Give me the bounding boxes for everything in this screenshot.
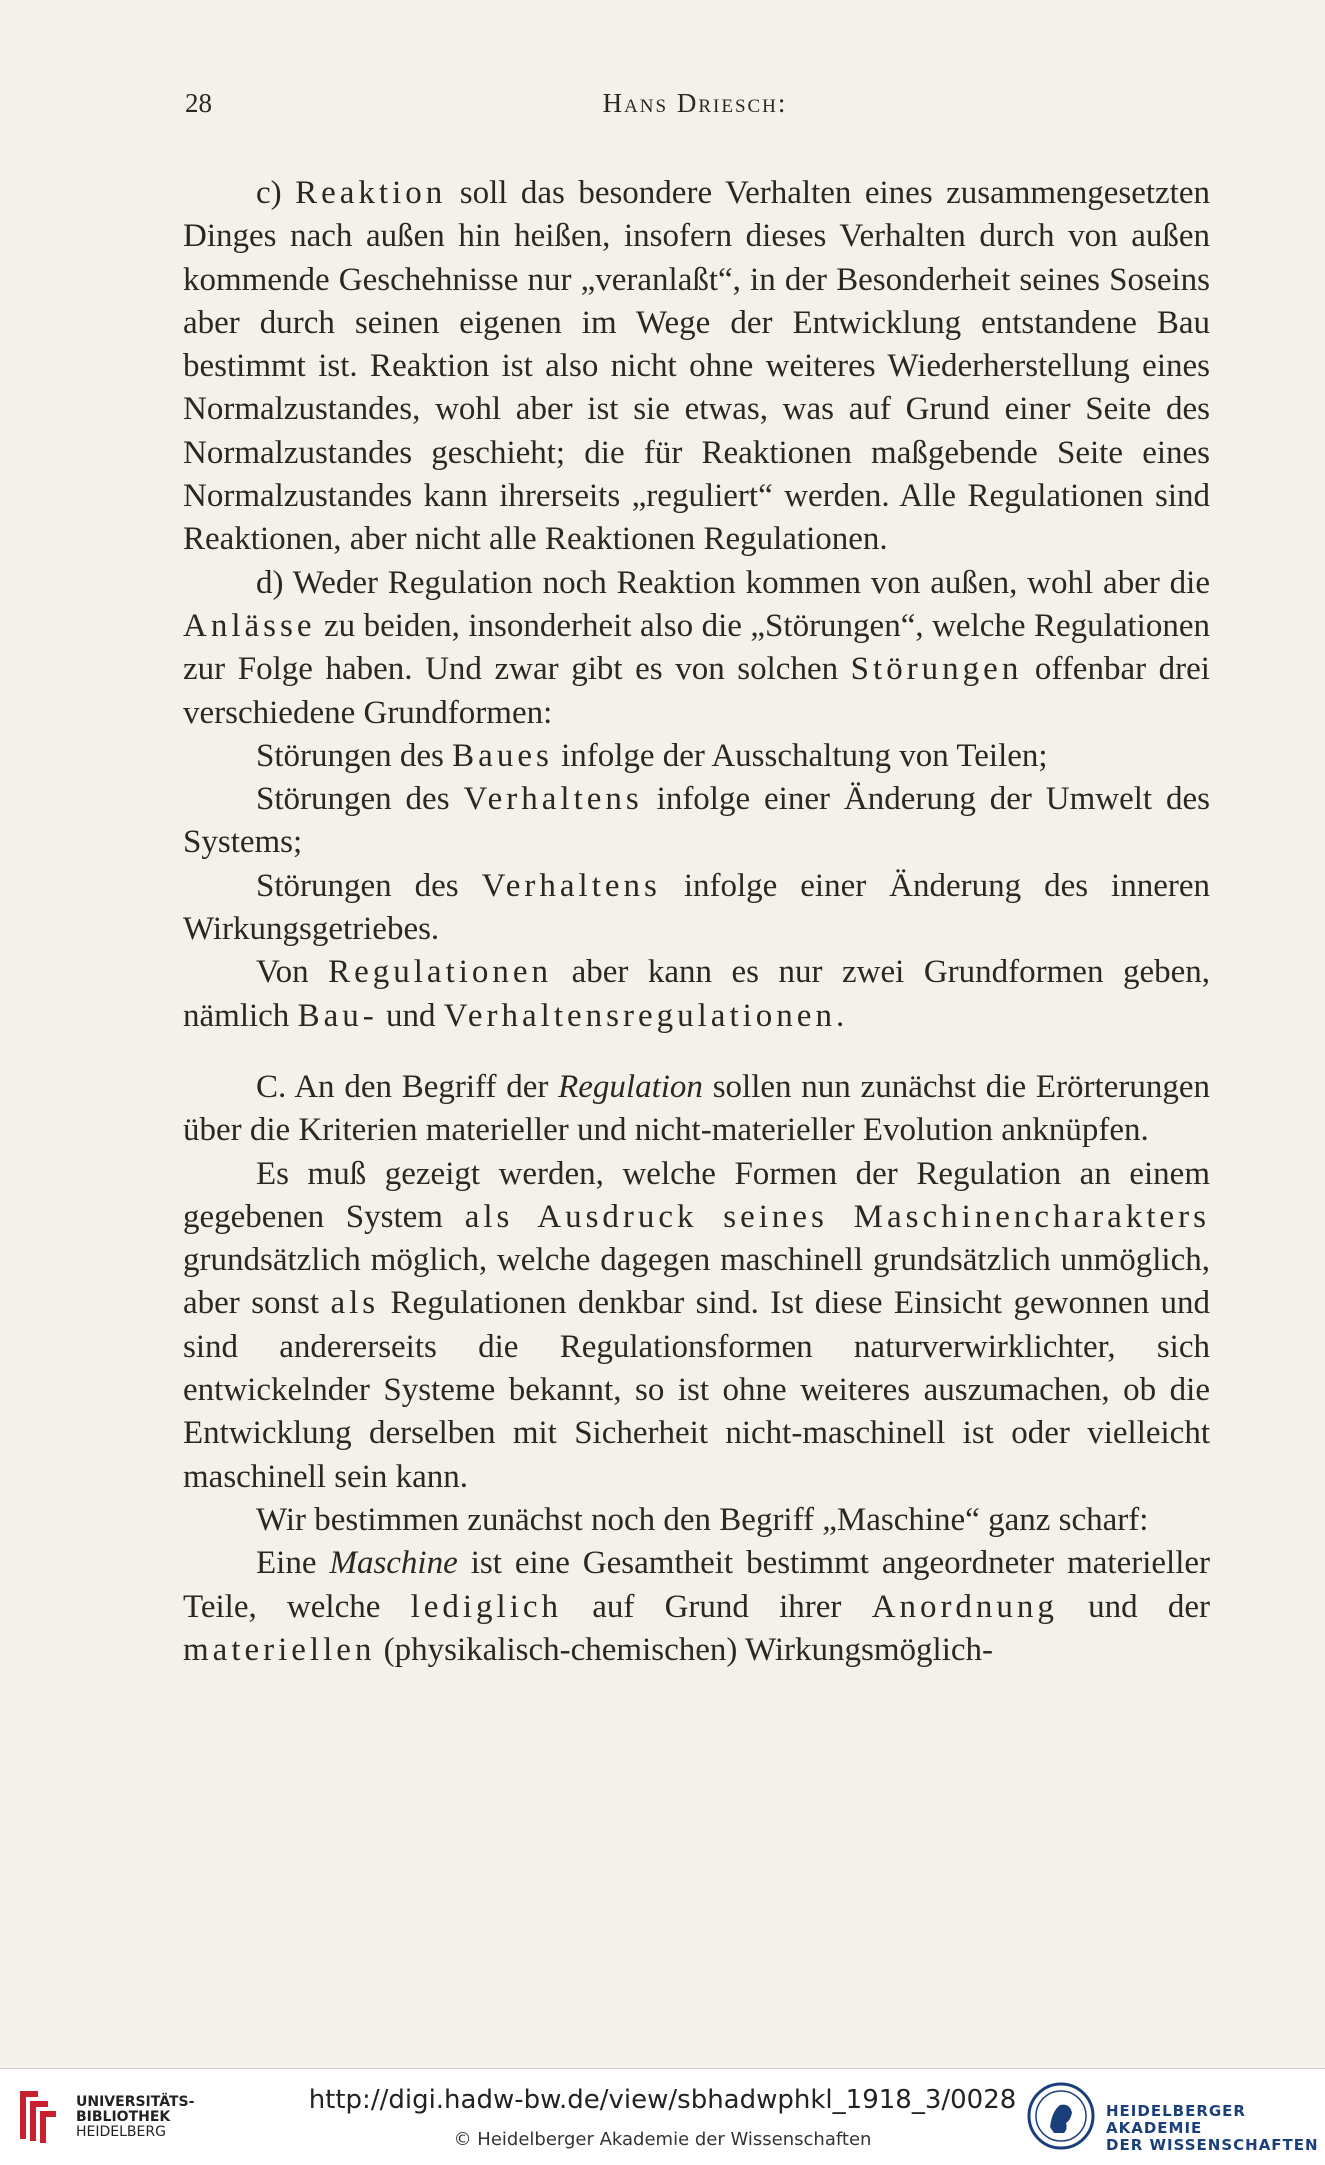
text-run: . bbox=[835, 997, 845, 1034]
paragraph-stoerung-1 bbox=[183, 735, 1210, 778]
running-head: Hans Driesch: bbox=[602, 88, 788, 118]
paragraph-wir-bestimmen bbox=[183, 1499, 1210, 1542]
paragraph-C bbox=[183, 1066, 1210, 1153]
spaced-term: Verhaltens bbox=[481, 867, 661, 904]
text-run: c) bbox=[256, 175, 296, 211]
academy-seal-icon bbox=[1026, 2081, 1096, 2151]
text-run: sollen nun zunächst die Erörterungen über die Kriterien materieller und nicht-materieller Evolution anknüpfen. bbox=[183, 1068, 1210, 1149]
text-run: Störungen des bbox=[256, 781, 464, 818]
text-run: offenbar drei verschiedene Grundformen: bbox=[183, 651, 1210, 731]
spaced-term: lediglich bbox=[410, 1588, 563, 1625]
academy-line: DER WISSENSCHAFTEN bbox=[1106, 2136, 1319, 2154]
paragraph-stoerung-2 bbox=[183, 778, 1210, 865]
text-run: ist eine Gesamtheit bestimmt angeordneter materieller Teile, welche bbox=[183, 1545, 1210, 1625]
spaced-term: Verhaltensregulationen bbox=[443, 997, 836, 1034]
text-run: C. An den Begriff der bbox=[256, 1068, 559, 1105]
permalink-url[interactable]: http://digi.hadw-bw.de/view/sbhadwphkl_1918_3/0028 bbox=[308, 2085, 1017, 2115]
spaced-term: Bau- bbox=[297, 997, 378, 1034]
spaced-term: Reaktion bbox=[295, 175, 447, 211]
text-run: Wir bestimmen zunächst noch den Begriff „Maschine“ ganz scharf: bbox=[256, 1501, 1149, 1538]
viewer-footer bbox=[0, 2068, 1325, 2165]
text-run: und der bbox=[1057, 1588, 1210, 1625]
paragraph-d bbox=[183, 562, 1210, 735]
spaced-term: Anordnung bbox=[871, 1588, 1058, 1625]
text-run: Störungen des bbox=[256, 867, 482, 904]
italic-term: Maschine bbox=[329, 1545, 458, 1582]
paragraph-es-muss bbox=[183, 1153, 1210, 1499]
text-run: soll das besondere Verhalten eines zusammengesetzten Dinges nach außen hin heißen, insofern dieses Verhalten durch von außen kommende Geschehnisse nur „veranlaßt“, in der Besonderheit seines Soseins aber durch seinen eigenen im Wege der Entwicklung entstandene Bau bestimmt ist. Reaktion ist also nicht ohne weiteres Wiederherstellung eines Normalzustandes, wohl aber ist sie etwas, was auf Grund einer Seite des Normalzustandes geschieht; die für Reaktionen maßgebende Seite eines Normalzustandes kann ihrerseits „reguliert“ werden. Alle Regulationen sind Reaktionen, aber nicht alle Reaktionen Regulationen. bbox=[183, 175, 1211, 558]
italic-term: Regulation bbox=[558, 1068, 703, 1105]
text-run: grundsätzlich möglich, welche dagegen maschinell grundsätzlich unmöglich, aber sonst bbox=[183, 1242, 1210, 1322]
ub-line: BIBLIOTHEK bbox=[76, 2109, 171, 2125]
ub-line: UNIVERSITÄTS- bbox=[76, 2094, 195, 2110]
text-run: infolge der Ausschaltung von Teilen; bbox=[552, 737, 1048, 774]
ub-line: HEIDELBERG bbox=[76, 2124, 166, 2140]
paragraph-c bbox=[183, 172, 1210, 562]
spaced-term: als Ausdruck seines Maschinencharakters bbox=[464, 1198, 1210, 1235]
text-run: infolge einer Änderung des inneren Wirkungsgetriebes. bbox=[183, 867, 1210, 948]
spaced-term: Baues bbox=[452, 737, 553, 774]
spaced-term: Anlässe bbox=[183, 607, 316, 644]
text-run: aber kann es nur zwei Grundformen geben, nämlich bbox=[183, 954, 1210, 1034]
text-run: Eine bbox=[256, 1545, 330, 1582]
text-run: (physikalisch-chemischen) Wirkungsmöglich- bbox=[375, 1631, 994, 1668]
page-number: 28 bbox=[185, 88, 212, 118]
spaced-term: Verhaltens bbox=[463, 781, 643, 818]
paragraph-stoerung-3 bbox=[183, 865, 1210, 952]
academy-name bbox=[1106, 2103, 1325, 2154]
spaced-term: materiellen bbox=[183, 1631, 376, 1668]
text-run: Störungen des bbox=[256, 737, 453, 774]
spaced-term: Störungen bbox=[850, 651, 1023, 688]
text-run: und bbox=[377, 997, 444, 1034]
academy-line: HEIDELBERGER AKADEMIE bbox=[1106, 2102, 1246, 2137]
text-run: infolge einer Änderung der Umwelt des Systems; bbox=[183, 781, 1210, 861]
paragraph-regulationen bbox=[183, 951, 1210, 1038]
body-text bbox=[183, 172, 1210, 1672]
text-run: Es muß gezeigt werden, welche Formen der Regulation an einem gegebenen System bbox=[183, 1155, 1210, 1235]
copyright-notice: © Heidelberger Akademie der Wissenschaften bbox=[453, 2129, 872, 2150]
text-run: Regulationen denkbar sind. Ist diese Einsicht gewonnen und sind andererseits die Regulationsformen naturverwirklichter, sich entwickelnder Systeme bekannt, so ist ohne weiteres auszumachen, ob die Entwicklung derselben mit Sicherheit nicht-maschinell ist oder vielleicht maschinell sein kann. bbox=[183, 1285, 1210, 1495]
page-header bbox=[185, 88, 1205, 128]
spaced-term: als bbox=[330, 1285, 380, 1322]
text-run: auf Grund ihrer bbox=[562, 1588, 872, 1625]
text-run: zu beiden, insonderheit also die „Störungen“, welche Regulationen zur Folge haben. Und zwar gibt es von solchen bbox=[183, 607, 1210, 688]
spaced-term: Regulationen bbox=[328, 954, 553, 991]
text-run: Von bbox=[256, 954, 329, 991]
paragraph-maschine bbox=[183, 1542, 1210, 1672]
text-run: d) Weder Regulation noch Reaktion kommen von außen, wohl aber die bbox=[256, 564, 1210, 601]
